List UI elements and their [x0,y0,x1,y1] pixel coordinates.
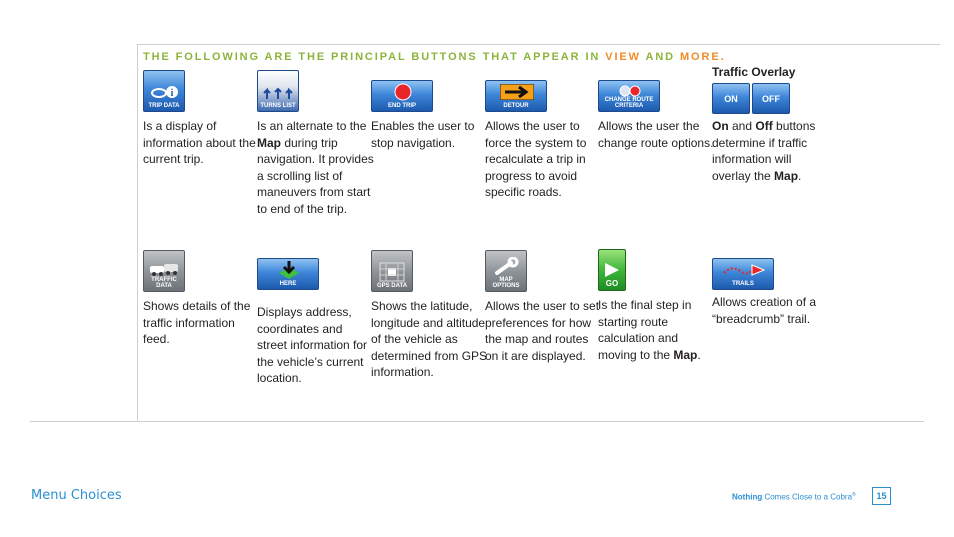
traffic-data-entry [143,250,261,348]
map-options-entry [485,250,603,364]
gps-data-caption: GPS DATA [376,283,408,289]
turns-list-icon [261,85,295,103]
end-trip-caption: END TRIP [387,103,416,109]
traffic-data-button[interactable] [143,250,185,292]
turns-list-button[interactable] [257,70,299,112]
here-button[interactable] [257,258,319,290]
trip-data-description: Is a display of information about the current trip. [143,119,256,167]
trails-icon [722,263,766,277]
trip-data-entry [143,70,261,168]
here-caption: HERE [279,281,297,287]
here-icon [277,260,301,280]
go-caption: GO [605,279,619,288]
end-trip-icon [394,83,412,101]
go-icon [602,261,622,279]
map-options-button[interactable] [485,250,527,292]
section-heading: THE FOLLOWING ARE THE PRINCIPAL BUTTONS THAT APPEAR IN VIEW AND MORE. [143,51,726,63]
detour-icon [500,84,534,100]
frame-left-rule [137,44,138,421]
end-trip-button[interactable] [371,80,433,112]
change-route-criteria-entry [598,80,716,151]
turns-list-description: Is an alternate to the Map during trip navigation. It provides a scrolling list of maneuvers from start to end of the trip. [257,119,374,216]
here-entry [257,258,375,387]
traffic-data-description: Shows details of the traffic information feed. [143,299,251,347]
traffic-data-icon [147,259,181,277]
detour-description: Allows the user to force the system to recalculate a trip in progress to avoid specific roads. [485,119,587,200]
frame-top-rule [137,44,940,45]
go-entry [598,249,716,363]
change-route-criteria-button[interactable] [598,80,660,112]
footer-section-title: Menu Choices [31,488,122,503]
detour-entry [485,80,603,201]
trails-entry [712,258,830,327]
go-button[interactable] [598,249,626,291]
traffic-overlay-description: On and Off buttons determine if traffic information will overlay the Map. [712,119,816,183]
svg-text:i: i [170,88,174,99]
traffic-on-button[interactable]: ON [712,83,750,114]
end-trip-entry [371,80,489,151]
gps-data-icon [377,261,407,283]
trip-data-icon [147,83,181,103]
turns-list-entry [257,70,375,218]
trip-data-button[interactable] [143,70,185,112]
map-options-icon [491,257,521,277]
here-description: Displays address, coordinates and street information for the vehicle’s current location. [257,305,368,386]
traffic-off-button[interactable]: OFF [752,83,790,114]
map-options-description: Allows the user to set preferences for how the map and routes on it are displayed. [485,299,600,363]
map-options-caption: MAP OPTIONS [492,277,520,289]
end-trip-description: Enables the user to stop navigation. [371,119,475,150]
turns-list-caption: TURNS LIST [260,103,296,109]
footer-tagline: Nothing Comes Close to a Cobra® [732,492,856,502]
frame-bottom-rule [30,421,924,422]
trails-button[interactable] [712,258,774,290]
gps-data-description: Shows the latitude, longitude and altitude of the vehicle as determined from GPS information. [371,299,488,380]
trails-description: Allows creation of a “breadcrumb” trail. [712,295,817,326]
go-description: Is the final step in starting route calculation and moving to the Map. [598,298,701,362]
trails-caption: TRAILS [732,281,754,287]
traffic-data-caption: TRAFFIC DATA [151,277,177,289]
detour-button[interactable] [485,80,547,112]
gps-data-entry [371,250,489,381]
trip-data-caption: TRIP DATA [148,103,180,109]
change-route-criteria-caption: CHANGE ROUTE CRITERIA [604,97,654,109]
page-number: 15 [872,487,891,505]
change-route-criteria-description: Allows the user the change route options. [598,119,714,150]
detour-caption: DETOUR [503,103,529,109]
change-route-criteria-icon [617,83,643,97]
gps-data-button[interactable] [371,250,413,292]
traffic-overlay-title: Traffic Overlay [712,65,796,79]
